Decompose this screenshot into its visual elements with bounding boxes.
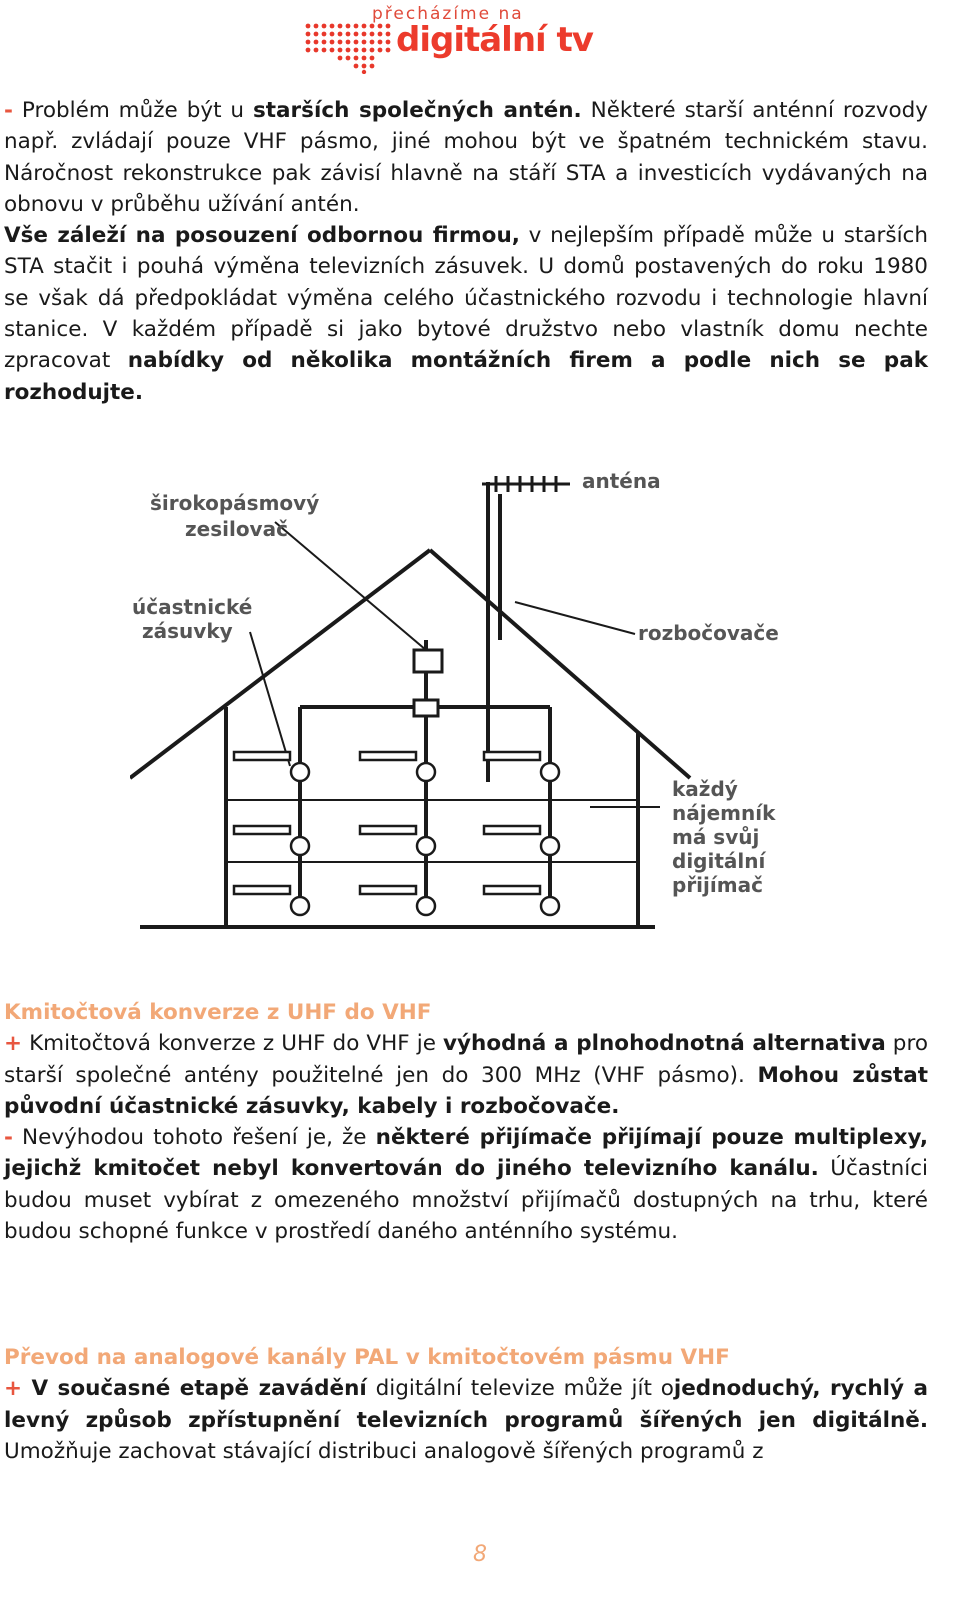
logo-title: digitální tv [396, 20, 593, 60]
roof-left [130, 550, 430, 778]
text-bold: nabídky od několika montážních firem a podle nich se pak rozhodujte. [4, 348, 928, 405]
paragraph [4, 220, 928, 408]
page-number: 8 [473, 1542, 487, 1567]
dash-marker: - [4, 98, 13, 123]
section-2 [4, 997, 928, 1247]
label-amplifier-2: zesilovač [185, 517, 288, 541]
paragraph [4, 1122, 928, 1247]
heading-text: Kmitočtová konverze z UHF do VHF [4, 1000, 432, 1025]
text-bold: některé přijímače přijímají pouze multiplexy, jejichž kmitočet nebyl konvertován do jiného televizního kanálu. [4, 1125, 929, 1182]
text-run: v nejlepším případě může u starších STA stačit i pouhá výměna televizních zásuvek. U domů postavených do roku 1980 se však dá předpokládat výměna celého účastnického rozvodu i technologie hlavní stanice. V každém případě si jako bytové družstvo nebo vlastník domu nechte zpracovat [4, 223, 928, 374]
label-sockets-1: účastnické [132, 595, 253, 619]
label-splitters: rozbočovače [638, 621, 779, 645]
text-bold: jednoduchý, rychlý a levný způsob zpřístupnění televizních programů šířených jen digitálně. [4, 1376, 928, 1433]
dash-marker: - [4, 1125, 13, 1151]
text-bold: Mohou zůstat původní účastnické zásuvky, kabely i rozbočovače. [4, 1062, 928, 1119]
plus-marker: + [4, 1031, 23, 1057]
text-bold: Vše záleží na posouzení odbornou firmou, [4, 223, 520, 249]
logo-tagline: přecházíme na [372, 4, 524, 24]
label-tenant-3: má svůj [672, 825, 760, 849]
text-run: pro starší společné antény použitelné jen do 300 MHz (VHF pásmo). [4, 1031, 928, 1088]
text-run: Účastníci budou muset vybírat z omezeného množství přijímačů dostupných na trhu, které budou schopné funkce v prostředí daného anténního systému. [4, 1156, 929, 1245]
logo-dots-graphic [300, 18, 392, 74]
text-run: Nevýhodou tohoto řešení je, že [12, 1125, 376, 1151]
antenna-icon [482, 476, 570, 492]
section-heading [4, 1342, 928, 1373]
section-1 [4, 95, 928, 408]
label-tenant-1: každý [672, 777, 738, 801]
text-run: Umožňuje zachovat stávající distribuci analogově šířených programů z [4, 1438, 764, 1464]
roof-right [430, 550, 690, 778]
splitter-icon [414, 700, 438, 716]
text-run: Některé starší anténní rozvody např. zvládají pouze VHF pásmo, jiné mohou být ve špatném technickém stavu. Náročnost rekonstrukce pak závisí hlavně na stáří STA a investicích vydávaných na obnovu v průběhu užívání antén. [4, 98, 928, 217]
plus-marker: + [4, 1376, 23, 1402]
label-antenna: anténa [582, 469, 661, 493]
section-3 [4, 1342, 928, 1467]
paragraph [4, 1373, 928, 1467]
paragraph [4, 95, 928, 220]
building-distribution-diagram [130, 462, 810, 942]
text-bold: V současné etapě zavádění [22, 1376, 367, 1402]
label-amplifier-1: širokopásmový [150, 491, 320, 515]
text-run: Kmitočtová konverze z UHF do VHF je [22, 1031, 443, 1057]
text-bold: výhodná a plnohodnotná alternativa [442, 1031, 886, 1057]
heading-text: Převod na analogové kanály PAL v kmitočtovém pásmu VHF [4, 1345, 730, 1370]
label-tenant-4: digitální [672, 849, 766, 873]
logo [300, 4, 600, 74]
label-tenant-5: přijímač [672, 873, 763, 897]
section-heading [4, 997, 928, 1028]
text-run: Problém může být u [12, 98, 253, 123]
text-run: digitální televize může jít o [366, 1376, 674, 1402]
text-bold: starších společných antén. [252, 98, 582, 123]
paragraph [4, 1028, 928, 1122]
label-tenant-2: nájemník [672, 801, 776, 825]
label-sockets-2: zásuvky [142, 619, 233, 643]
amplifier-icon [414, 650, 442, 672]
tv-sockets [234, 752, 559, 915]
